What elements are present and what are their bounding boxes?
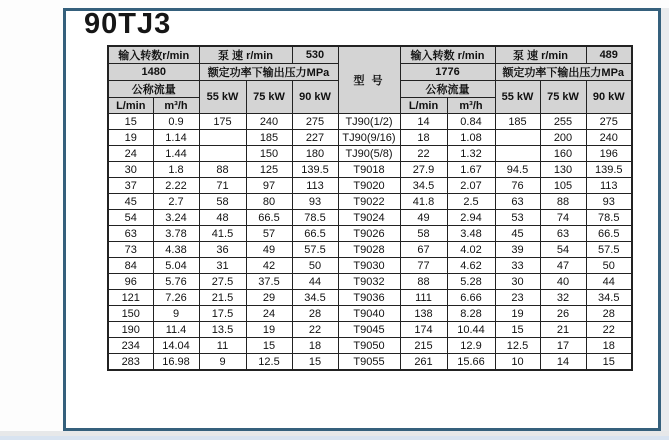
cell-right-lmin: 77 — [400, 258, 447, 274]
cell-model: T9050 — [338, 338, 400, 354]
table-row — [108, 162, 632, 178]
table-row — [108, 146, 632, 162]
cell-right-lmin: 58 — [400, 226, 447, 242]
cell-right-55kw: 185 — [495, 114, 540, 130]
cell-right-lmin: 14 — [400, 114, 447, 130]
cell-right-75kw: 32 — [540, 290, 586, 306]
left-input-speed-value: 1480 — [108, 64, 199, 81]
table-row — [108, 210, 632, 226]
cell-left-90kw: 44 — [292, 274, 338, 290]
cell-right-55kw: 94.5 — [495, 162, 540, 178]
cell-left-lmin: 234 — [108, 338, 153, 354]
cell-left-55kw: 11 — [199, 338, 246, 354]
cell-right-55kw: 23 — [495, 290, 540, 306]
cell-right-lmin: 27.9 — [400, 162, 447, 178]
cell-left-m3h: 1.44 — [153, 146, 199, 162]
cell-left-90kw: 50 — [292, 258, 338, 274]
cell-right-90kw: 15 — [586, 354, 632, 371]
cell-left-lmin: 190 — [108, 322, 153, 338]
cell-left-m3h: 7.26 — [153, 290, 199, 306]
cell-left-75kw: 24 — [246, 306, 292, 322]
cell-left-55kw: 27.5 — [199, 274, 246, 290]
cell-model: TJ90(5/8) — [338, 146, 400, 162]
cell-left-75kw: 125 — [246, 162, 292, 178]
cell-left-55kw: 88 — [199, 162, 246, 178]
cell-left-m3h: 14.04 — [153, 338, 199, 354]
cell-right-lmin: 111 — [400, 290, 447, 306]
cell-left-55kw: 17.5 — [199, 306, 246, 322]
cell-right-m3h: 2.07 — [447, 178, 495, 194]
cell-right-55kw — [495, 146, 540, 162]
cell-left-m3h: 0.9 — [153, 114, 199, 130]
cell-right-75kw: 17 — [540, 338, 586, 354]
cell-right-90kw: 34.5 — [586, 290, 632, 306]
cell-left-55kw: 21.5 — [199, 290, 246, 306]
cell-left-55kw — [199, 130, 246, 146]
cell-right-55kw — [495, 130, 540, 146]
cell-model: T9030 — [338, 258, 400, 274]
cell-right-lmin: 215 — [400, 338, 447, 354]
cell-right-55kw: 76 — [495, 178, 540, 194]
cell-left-lmin: 37 — [108, 178, 153, 194]
cell-left-90kw: 28 — [292, 306, 338, 322]
table-row — [108, 322, 632, 338]
cell-right-lmin: 67 — [400, 242, 447, 258]
left-input-speed-label: 输入转数r/min — [108, 46, 199, 64]
cell-left-55kw: 9 — [199, 354, 246, 371]
cell-left-90kw: 180 — [292, 146, 338, 162]
cell-right-m3h: 2.5 — [447, 194, 495, 210]
left-pressure-label: 额定功率下输出压力MPa — [199, 64, 338, 81]
cell-right-m3h: 10.44 — [447, 322, 495, 338]
cell-right-m3h: 1.32 — [447, 146, 495, 162]
left-col-75kw: 75 kW — [246, 81, 292, 114]
cell-left-m3h: 2.7 — [153, 194, 199, 210]
cell-left-m3h: 16.98 — [153, 354, 199, 371]
cell-model: T9028 — [338, 242, 400, 258]
cell-right-75kw: 105 — [540, 178, 586, 194]
cell-left-lmin: 15 — [108, 114, 153, 130]
cell-left-55kw — [199, 146, 246, 162]
cell-right-75kw: 14 — [540, 354, 586, 371]
cell-left-90kw: 93 — [292, 194, 338, 210]
header-row-speeds — [108, 46, 632, 64]
cell-left-55kw: 31 — [199, 258, 246, 274]
right-pump-speed-label: 泵 速 r/min — [495, 46, 586, 64]
cell-right-75kw: 160 — [540, 146, 586, 162]
cell-left-75kw: 150 — [246, 146, 292, 162]
cell-right-55kw: 53 — [495, 210, 540, 226]
page-title: 90TJ3 — [84, 8, 172, 40]
cell-left-lmin: 54 — [108, 210, 153, 226]
cell-right-55kw: 33 — [495, 258, 540, 274]
page-right-shadow — [661, 8, 669, 432]
cell-model: TJ90(1/2) — [338, 114, 400, 130]
cell-right-m3h: 3.48 — [447, 226, 495, 242]
cell-left-90kw: 18 — [292, 338, 338, 354]
cell-model: TJ90(9/16) — [338, 130, 400, 146]
right-col-90kw: 90 kW — [586, 81, 632, 114]
cell-left-55kw: 175 — [199, 114, 246, 130]
cell-left-55kw: 36 — [199, 242, 246, 258]
cell-left-75kw: 12.5 — [246, 354, 292, 371]
right-flow-label: 公称流量 — [400, 81, 495, 98]
cell-left-90kw: 227 — [292, 130, 338, 146]
cell-left-90kw: 78.5 — [292, 210, 338, 226]
cell-right-90kw: 240 — [586, 130, 632, 146]
cell-model: T9045 — [338, 322, 400, 338]
cell-left-90kw: 66.5 — [292, 226, 338, 242]
table-row — [108, 226, 632, 242]
cell-model: T9036 — [338, 290, 400, 306]
cell-left-lmin: 30 — [108, 162, 153, 178]
cell-left-lmin: 84 — [108, 258, 153, 274]
cell-left-lmin: 96 — [108, 274, 153, 290]
cell-right-90kw: 57.5 — [586, 242, 632, 258]
cell-left-75kw: 37.5 — [246, 274, 292, 290]
cell-left-m3h: 1.14 — [153, 130, 199, 146]
cell-model: T9024 — [338, 210, 400, 226]
cell-model: T9020 — [338, 178, 400, 194]
cell-right-m3h: 8.28 — [447, 306, 495, 322]
cell-left-lmin: 24 — [108, 146, 153, 162]
cell-right-90kw: 196 — [586, 146, 632, 162]
cell-model: T9032 — [338, 274, 400, 290]
cell-right-75kw: 21 — [540, 322, 586, 338]
right-pressure-label: 额定功率下输出压力MPa — [495, 64, 632, 81]
left-flow-label: 公称流量 — [108, 81, 199, 98]
cell-left-m3h: 4.38 — [153, 242, 199, 258]
model-column-header: 型 号 — [338, 46, 400, 114]
cell-left-m3h: 5.04 — [153, 258, 199, 274]
cell-right-m3h: 1.67 — [447, 162, 495, 178]
cell-left-lmin: 45 — [108, 194, 153, 210]
cell-left-m3h: 3.24 — [153, 210, 199, 226]
cell-left-lmin: 63 — [108, 226, 153, 242]
cell-right-m3h: 12.9 — [447, 338, 495, 354]
cell-right-lmin: 22 — [400, 146, 447, 162]
cell-model: T9018 — [338, 162, 400, 178]
cell-right-m3h: 6.66 — [447, 290, 495, 306]
left-col-55kw: 55 kW — [199, 81, 246, 114]
cell-right-90kw: 44 — [586, 274, 632, 290]
table-row — [108, 306, 632, 322]
cell-right-m3h: 15.66 — [447, 354, 495, 371]
cell-right-55kw: 45 — [495, 226, 540, 242]
cell-left-m3h: 9 — [153, 306, 199, 322]
cell-left-90kw: 15 — [292, 354, 338, 371]
cell-left-75kw: 49 — [246, 242, 292, 258]
left-pump-speed-label: 泵 速 r/min — [199, 46, 292, 64]
right-input-speed-value: 1776 — [400, 64, 495, 81]
spec-table — [107, 45, 633, 371]
right-input-speed-label: 输入转数 r/min — [400, 46, 495, 64]
cell-left-55kw: 48 — [199, 210, 246, 226]
cell-right-90kw: 22 — [586, 322, 632, 338]
cell-left-m3h: 11.4 — [153, 322, 199, 338]
table-row — [108, 258, 632, 274]
cell-model: T9022 — [338, 194, 400, 210]
cell-left-75kw: 29 — [246, 290, 292, 306]
cell-right-90kw: 50 — [586, 258, 632, 274]
cell-model: T9026 — [338, 226, 400, 242]
left-col-m3h: m³/h — [153, 98, 199, 114]
table-row — [108, 274, 632, 290]
cell-left-75kw: 240 — [246, 114, 292, 130]
cell-left-m3h: 3.78 — [153, 226, 199, 242]
cell-right-90kw: 78.5 — [586, 210, 632, 226]
cell-left-75kw: 19 — [246, 322, 292, 338]
table-row — [108, 130, 632, 146]
cell-left-m3h: 5.76 — [153, 274, 199, 290]
cell-model: T9055 — [338, 354, 400, 371]
cell-left-55kw: 71 — [199, 178, 246, 194]
cell-left-lmin: 150 — [108, 306, 153, 322]
cell-right-90kw: 275 — [586, 114, 632, 130]
cell-left-75kw: 42 — [246, 258, 292, 274]
cell-right-90kw: 28 — [586, 306, 632, 322]
cell-right-lmin: 88 — [400, 274, 447, 290]
cell-right-75kw: 200 — [540, 130, 586, 146]
cell-right-55kw: 12.5 — [495, 338, 540, 354]
table-row — [108, 290, 632, 306]
cell-left-lmin: 73 — [108, 242, 153, 258]
cell-right-55kw: 15 — [495, 322, 540, 338]
cell-right-lmin: 138 — [400, 306, 447, 322]
cell-right-55kw: 30 — [495, 274, 540, 290]
cell-right-m3h: 4.62 — [447, 258, 495, 274]
cell-right-75kw: 47 — [540, 258, 586, 274]
cell-right-lmin: 174 — [400, 322, 447, 338]
cell-left-lmin: 19 — [108, 130, 153, 146]
cell-model: T9040 — [338, 306, 400, 322]
cell-right-90kw: 139.5 — [586, 162, 632, 178]
cell-left-55kw: 58 — [199, 194, 246, 210]
cell-right-m3h: 5.28 — [447, 274, 495, 290]
cell-left-90kw: 34.5 — [292, 290, 338, 306]
cell-right-lmin: 41.8 — [400, 194, 447, 210]
table-body — [108, 114, 632, 371]
cell-right-75kw: 88 — [540, 194, 586, 210]
right-pump-speed-value: 489 — [586, 46, 632, 64]
cell-left-75kw: 15 — [246, 338, 292, 354]
cell-right-75kw: 255 — [540, 114, 586, 130]
left-col-lmin: L/min — [108, 98, 153, 114]
cell-right-55kw: 63 — [495, 194, 540, 210]
bottom-window-edge — [0, 436, 669, 440]
cell-right-90kw: 113 — [586, 178, 632, 194]
cell-left-lmin: 283 — [108, 354, 153, 371]
cell-left-90kw: 139.5 — [292, 162, 338, 178]
left-col-90kw: 90 kW — [292, 81, 338, 114]
cell-left-90kw: 57.5 — [292, 242, 338, 258]
cell-right-m3h: 2.94 — [447, 210, 495, 226]
cell-right-lmin: 261 — [400, 354, 447, 371]
table-row — [108, 178, 632, 194]
cell-left-90kw: 22 — [292, 322, 338, 338]
right-col-55kw: 55 kW — [495, 81, 540, 114]
cell-right-90kw: 93 — [586, 194, 632, 210]
cell-right-75kw: 40 — [540, 274, 586, 290]
cell-right-lmin: 18 — [400, 130, 447, 146]
cell-left-75kw: 80 — [246, 194, 292, 210]
cell-left-m3h: 1.8 — [153, 162, 199, 178]
table-row — [108, 338, 632, 354]
cell-right-m3h: 4.02 — [447, 242, 495, 258]
right-col-m3h: m³/h — [447, 98, 495, 114]
cell-right-lmin: 34.5 — [400, 178, 447, 194]
cell-left-55kw: 41.5 — [199, 226, 246, 242]
table-row — [108, 194, 632, 210]
cell-right-75kw: 130 — [540, 162, 586, 178]
cell-right-m3h: 0.84 — [447, 114, 495, 130]
cell-right-75kw: 63 — [540, 226, 586, 242]
cell-left-75kw: 185 — [246, 130, 292, 146]
cell-left-90kw: 113 — [292, 178, 338, 194]
table-row — [108, 114, 632, 130]
cell-right-55kw: 39 — [495, 242, 540, 258]
cell-right-90kw: 66.5 — [586, 226, 632, 242]
cell-left-90kw: 275 — [292, 114, 338, 130]
cell-left-55kw: 13.5 — [199, 322, 246, 338]
cell-right-55kw: 19 — [495, 306, 540, 322]
cell-left-75kw: 66.5 — [246, 210, 292, 226]
cell-left-75kw: 97 — [246, 178, 292, 194]
cell-right-75kw: 74 — [540, 210, 586, 226]
cell-left-75kw: 57 — [246, 226, 292, 242]
cell-left-lmin: 121 — [108, 290, 153, 306]
cell-right-m3h: 1.08 — [447, 130, 495, 146]
left-pump-speed-value: 530 — [292, 46, 338, 64]
table-row — [108, 242, 632, 258]
right-col-75kw: 75 kW — [540, 81, 586, 114]
table-row — [108, 354, 632, 371]
cell-left-m3h: 2.22 — [153, 178, 199, 194]
cell-right-55kw: 10 — [495, 354, 540, 371]
cell-right-75kw: 54 — [540, 242, 586, 258]
cell-right-90kw: 18 — [586, 338, 632, 354]
cell-right-75kw: 26 — [540, 306, 586, 322]
cell-right-lmin: 49 — [400, 210, 447, 226]
right-col-lmin: L/min — [400, 98, 447, 114]
